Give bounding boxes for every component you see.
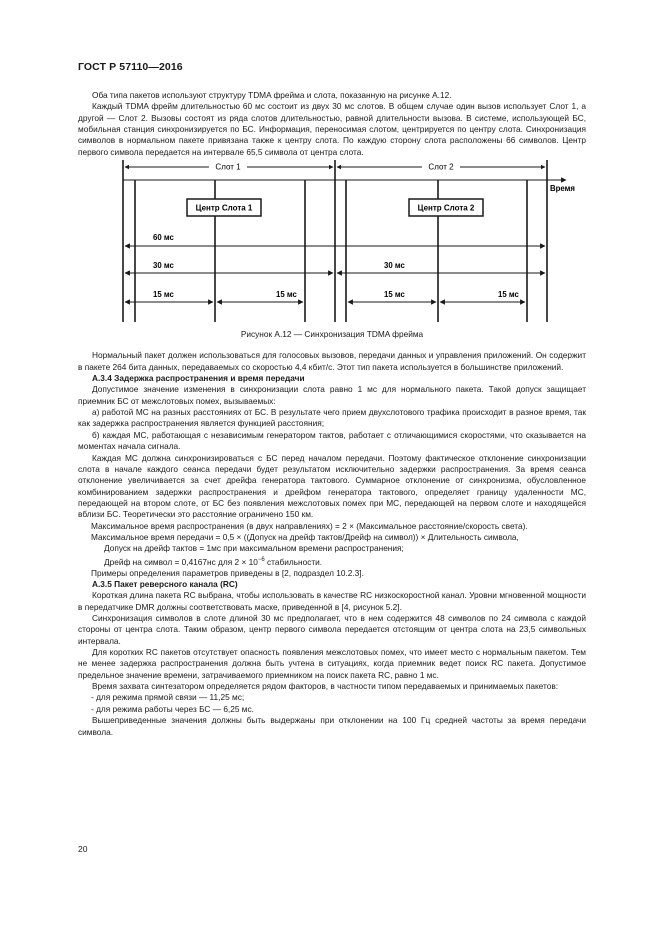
normal-packet-paragraph: Нормальный пакет должен использоваться для голосовых вызовов, передачи данных и управления приложений. Он содержит в пакете 264 бита данных, передаваемых со скоростью 4,4 кбит/с. Этот тип пакета используется в большинстве приложений. (78, 350, 586, 372)
a35-list-item-1: - для режима прямой связи — 11,25 мс; (91, 692, 245, 703)
slot2-center-label: Центр Слота 2 (417, 203, 475, 213)
dim-30ms-label-2: 30 мс (384, 261, 405, 271)
dim-60ms-label: 60 мс (153, 233, 174, 243)
formula-clock-drift-tolerance: Допуск на дрейф тактов = 1мс при максимальном времени распространения; (104, 543, 404, 554)
slot-boundaries (123, 160, 547, 322)
tdma-frame-diagram (78, 160, 586, 326)
a35-paragraph-3: Для коротких RC пакетов отсутствует опасность появления межслотовых помех, что имеет место с нормальным пакетом. Тем не менее задержка распространения должна быть учтена в ситуациях, когда приемник ведет поиск RC пакета. Допустимое предельное значение времени, затрачиваемого приемником на поиск пакета RC, равно 1 мс. (78, 647, 586, 680)
a34-paragraph-1: Допустимое значение изменения в синхронизации слота равно 1 мс для нормального пакета. Такой допуск защищает приемник БС от межслотовых помех, вызываемых: (78, 384, 586, 406)
a35-paragraph-4: Время захвата синтезатором определяется рядом факторов, в частности типом передаваемых и принимаемых пакетов: (92, 681, 559, 692)
a34-item-a: а) работой МС на разных расстояниях от БС. В результате чего прием двухслотового трафика происходит в разное время, так как задержка распространения является функцией расстояния; (78, 407, 586, 429)
intro-paragraph-1: Оба типа пакетов используют структуру TDMA фрейма и слота, показанную на рисунке А.12. (92, 90, 452, 100)
a34-paragraph-2: Каждая МС должна синхронизироваться с БС перед началом передачи. Поэтому фактическое отклонение синхронизации слота в начале каждого сеанса передачи будет результатом исключительно задержки распространения. За время сеанса отклонение увеличивается за счет дрейфа генератора тактового. Суммарное отклонение от синхронизма, обусловленное комбинированием задержки распространения и дрейфом генератора тактового, определяет границу удаленности МС, передающей на втором слоте, от БС без появления межслотовых помех при МС, передающей на первом слоте и находящейся вблизи БС. Теоретически это расстояние ограничено 150 км. (78, 452, 586, 520)
figure-caption: Рисунок А.12 — Синхронизация TDMA фрейма (240, 329, 424, 340)
a35-list-item-2: - для режима работы через БС — 6,25 мс. (91, 703, 254, 714)
a35-paragraph-1: Короткая длина пакета RC выбрана, чтобы использовать в качестве RC низкоскоростной канал. Уровни мгновенной мощности в передатчике DMR должны соответствовать маске, приведенной в [4, рисунок 5.2]. (78, 590, 586, 612)
formula-drift-per-symbol: Дрейф на символ = 0,4167нс для $2 \times 10^{-6}$ стабильности. (104, 556, 323, 567)
section-a34-heading: А.3.4 Задержка распространения и время передачи (92, 373, 305, 384)
intro-paragraph-2: Каждый TDMA фрейм длительностью 60 мс состоит из двух 30 мс слотов. В общем случае один вызов использует Слот 1, а другой — Слот 2. Вызовы состоят из ряда слотов длительностью, равной длительности вызова. В системе, использующей БС, мобильная станция синхронизируется по БС. Информация, переносимая слотом, центрируется по центру слота. Синхронизация символов в нормальном пакете привязана также к центру слота. По каждую сторону слота расположены 66 символов. Центр первого символа передается на интервале 65,5 символа от центра слота. (78, 101, 586, 157)
a34-item-b: б) каждая МС, работающая с независимым генератором тактов, работает с отличающимися скоростями, что сказывается на моментах начала сигнала. (78, 429, 586, 452)
dim-30ms-label-1: 30 мс (153, 261, 174, 271)
a34-examples-reference: Примеры определения параметров приведены в [2, подраздел 10.2.3]. (91, 567, 364, 578)
slot1-label: Слот 1 (215, 162, 241, 172)
formula-max-propagation: Максимальное время распространения (в двух направлениях) = 2 × (Максимальное расстояние/скорость света). (91, 520, 528, 531)
dim-15ms-label-1: 15 мс (153, 290, 174, 300)
document-body (78, 90, 586, 738)
document-header: ГОСТ Р 57110—2016 (78, 61, 183, 73)
dim-15ms-label-4: 15 мс (498, 290, 519, 300)
section-a35-heading: А.3.5 Пакет реверсного канала (RC) (92, 579, 238, 590)
a35-paragraph-2: Синхронизация символов в слоте длиной 30 мс предполагает, что в нем содержится 48 символов по 24 символа с каждой стороны от центра слота. Таким образом, центр первого символа передается отстоящим от центра слота на 23,5 символьных интервала. (78, 613, 586, 646)
formula-max-transmission: Максимальное время передачи = 0,5 × ((Допуск на дрейф тактов/Дрейф на символ)) × Длительность символа, (91, 531, 519, 542)
page-number: 20 (78, 844, 88, 854)
tdma-frame-figure (78, 160, 586, 326)
time-axis-label: Время (550, 184, 575, 194)
dim-15ms-label-3: 15 мс (384, 290, 405, 300)
slot1-center-label: Центр Слота 1 (195, 203, 253, 213)
dim-15ms-label-2: 15 мс (276, 290, 297, 300)
a35-paragraph-5: Вышеприведенные значения должны быть выдержаны при отклонении на 100 Гц средней частоты за время передачи символа. (78, 715, 586, 737)
slot2-label: Слот 2 (428, 162, 454, 172)
